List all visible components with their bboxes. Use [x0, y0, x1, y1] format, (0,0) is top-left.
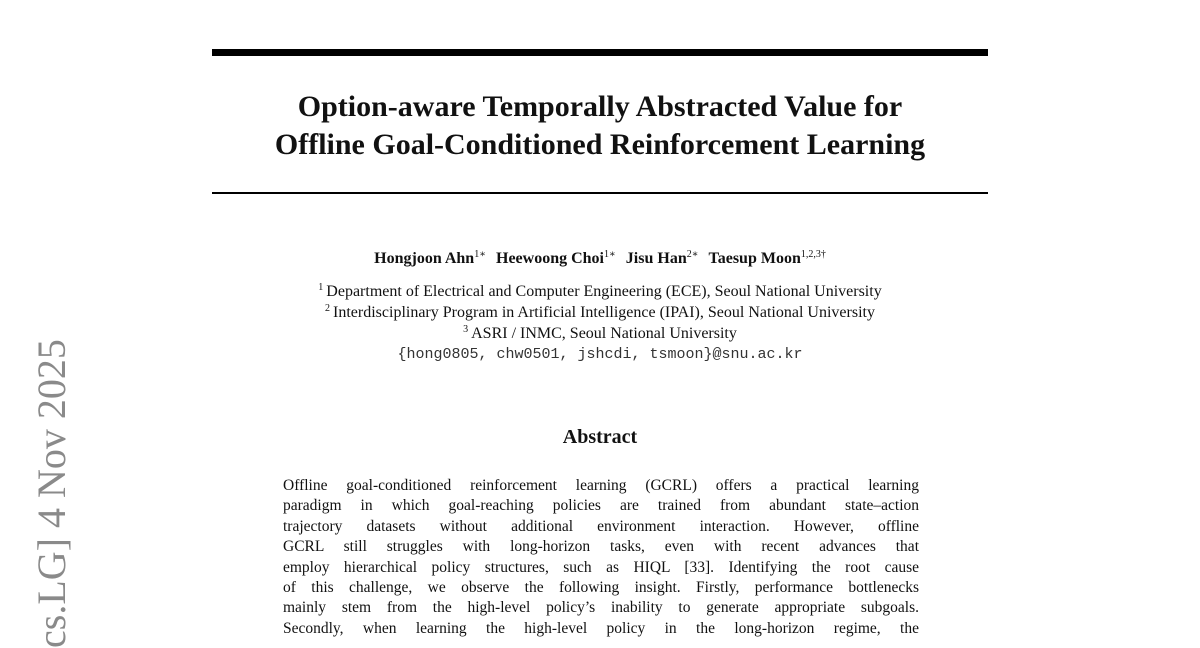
title-bottom-rule — [212, 192, 988, 194]
arxiv-side-stamp: cs.LG] 4 Nov 2025 — [29, 339, 74, 648]
author-name: Taesup Moon — [708, 250, 801, 267]
author-emails: {hong0805, chw0501, jshcdi, tsmoon}@snu.ac.kr — [397, 346, 803, 363]
author-affiliation-marks: 1∗ — [604, 249, 616, 260]
affiliation-text: ASRI / INMC, Seoul National University — [471, 325, 737, 342]
affiliation — [212, 302, 988, 323]
affiliation — [212, 281, 988, 302]
paper-title-line-1: Option-aware Temporally Abstracted Value for — [297, 90, 903, 123]
affiliation-text: Department of Electrical and Computer Engineering (ECE), Seoul National University — [326, 283, 882, 300]
abstract-line: mainly stem from the high-level policy’s inability to generate appropriate subgoals. — [283, 599, 919, 617]
abstract-line: paradigm in which goal-reaching policies are trained from abundant state–action — [283, 497, 919, 515]
title-top-rule — [212, 49, 988, 56]
abstract-line: Secondly, when learning the high-level policy in the long-horizon regime, the — [283, 619, 919, 637]
abstract-line: Offline goal-conditioned reinforcement learning (GCRL) offers a practical learning — [283, 477, 919, 494]
author — [496, 250, 616, 267]
affiliation-list — [212, 281, 988, 344]
paper-title-line-2: Offline Goal-Conditioned Reinforcement Learning — [274, 128, 926, 161]
affiliation-mark: 3 — [463, 324, 469, 335]
abstract-line: trajectory datasets without additional environment interaction. However, offline — [283, 517, 919, 535]
affiliation — [212, 323, 988, 344]
author-list — [212, 249, 988, 269]
author-name: Hongjoon Ahn — [374, 250, 475, 267]
affiliation-mark: 2 — [325, 303, 331, 314]
author-name: Heewoong Choi — [496, 250, 604, 267]
author — [709, 250, 826, 267]
affiliation-text: Interdisciplinary Program in Artificial Intelligence (IPAI), Seoul National University — [333, 304, 875, 321]
abstract-heading: Abstract — [562, 426, 638, 448]
author — [626, 250, 699, 267]
author-name: Jisu Han — [625, 250, 687, 267]
abstract-line: GCRL still struggles with long-horizon tasks, even with recent advances that — [283, 538, 919, 556]
author-affiliation-marks: 1∗ — [474, 249, 486, 260]
author-affiliation-marks: 1,2,3† — [800, 249, 826, 260]
abstract-line: of this challenge, we observe the following insight. Firstly, performance bottlenecks — [283, 579, 919, 597]
affiliation-mark: 1 — [318, 282, 324, 293]
paper-title — [212, 88, 988, 164]
author — [374, 250, 486, 267]
author-affiliation-marks: 2∗ — [686, 249, 699, 260]
abstract-text — [283, 476, 919, 639]
abstract-line: employ hierarchical policy structures, such as HIQL [33]. Identifying the root cause — [283, 558, 919, 576]
